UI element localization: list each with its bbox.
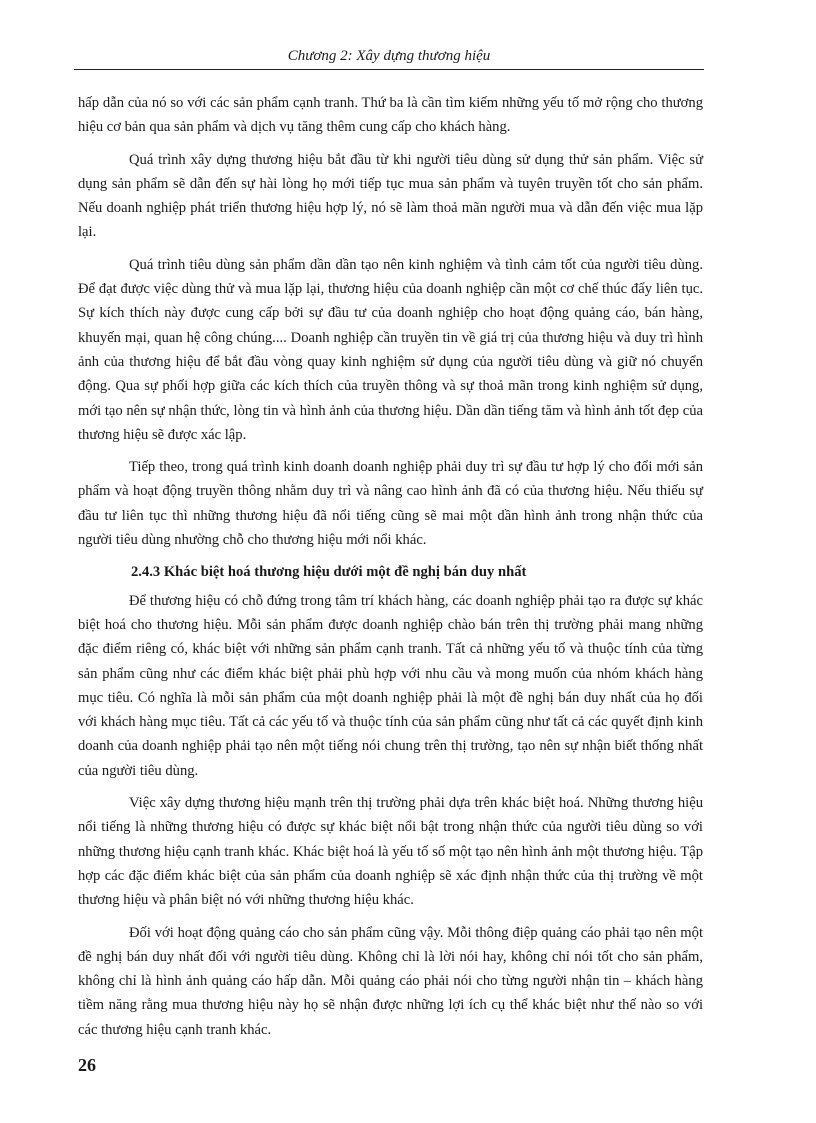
paragraph: Quá trình tiêu dùng sản phẩm dần dần tạo nên kinh nghiệm và tình cảm tốt của người tiêu dùng. Để đạt được việc dùng thử và mua lặp lại, thương hiệu của doanh nghiệp cần một cơ chế thúc đẩy liên tục. Sự kích thích này được cung cấp bởi sự đầu tư của doanh nghiệp cho hoạt động quảng cáo, bán hàng, khuyến mại, quan hệ công chúng.... Doanh nghiệp cần truyền tin về giá trị của thương hiệu và duy trì hình ảnh của thương hiệu để bắt đầu vòng quay kinh nghiệm sử dụng của người tiêu dùng và giữ nó chuyển động. Qua sự phối hợp giữa các kích thích của truyền thông và sự thoả mãn trong kinh nghiệm sử dụng, mới tạo nên sự nhận thức, lòng tin và hình ảnh của thương hiệu. Dần dần tiếng tăm và hình ảnh tốt đẹp của thương hiệu sẽ được xác lập. (78, 256, 703, 443)
section-heading: 2.4.3 Khác biệt hoá thương hiệu dưới một đề nghị bán duy nhất (131, 564, 527, 581)
paragraph: Đối với hoạt động quảng cáo cho sản phẩm cũng vậy. Mỗi thông điệp quảng cáo phải tạo nên một đề nghị bán duy nhất đối với người tiêu dùng. Không chỉ là lời nói hay, không chỉ nói tốt cho sản phẩm, không chỉ là hình ảnh quảng cáo hấp dẫn. Mỗi quảng cáo phải nói cho từng người nhận tin – khách hàng tiềm năng rằng mua thương hiệu này họ sẽ nhận được những lợi ích cụ thể khác biệt như thế nào so với các thương hiệu cạnh tranh khác. (78, 924, 703, 1038)
page-number: 26 (78, 1055, 96, 1075)
header-rule (74, 69, 704, 70)
paragraph: Để thương hiệu có chỗ đứng trong tâm trí khách hàng, các doanh nghiệp phải tạo ra được sự khác biệt hoá cho thương hiệu. Mỗi sản phẩm được doanh nghiệp chào bán trên thị trường phải mang những đặc điểm riêng có, khác biệt với những sản phẩm cạnh tranh. Tất cả những yếu tố và thuộc tính của từng sản phẩm cũng như các điểm khác biệt phải phù hợp với nhu cầu và mong muốn của nhóm khách hàng mục tiêu. Có nghĩa là mỗi sản phẩm của một doanh nghiệp phải là một đề nghị bán duy nhất của họ đối với khách hàng mục tiêu. Tất cả các yếu tố và thuộc tính của sản phẩm cũng như tất cả các quyết định kinh doanh của doanh nghiệp phải tạo nên một tiếng nói chung trên thị trường, tạo nên sự nhận biết thống nhất của người tiêu dùng. (78, 592, 703, 779)
paragraph: Việc xây dựng thương hiệu mạnh trên thị trường phải dựa trên khác biệt hoá. Những thương hiệu nổi tiếng là những thương hiệu có được sự khác biệt nổi bật trong nhận thức của người tiêu dùng so với những thương hiệu cạnh tranh khác. Khác biệt hoá là yếu tố số một tạo nên hình ảnh một thương hiệu. Tập hợp các đặc điểm khác biệt của sản phẩm của doanh nghiệp sẽ xác định nhận thức của thị trường về một thương hiệu và phân biệt nó với những thương hiệu khác. (78, 795, 703, 909)
body-text (78, 91, 703, 1050)
running-header: Chương 2: Xây dựng thương hiệu (287, 48, 491, 64)
paragraph: Quá trình xây dựng thương hiệu bắt đầu từ khi người tiêu dùng sử dụng thử sản phẩm. Việc sử dụng sản phẩm sẽ dẫn đến sự hài lòng họ mới tiếp tục mua sản phẩm và tuyên truyền tốt cho sản phẩm. Nếu doanh nghiệp phát triển thương hiệu hợp lý, nó sẽ làm thoả mãn người mua và dẫn đến việc mua lặp lại. (78, 151, 703, 241)
paragraph: Tiếp theo, trong quá trình kinh doanh doanh nghiệp phải duy trì sự đầu tư hợp lý cho đổi mới sản phẩm và hoạt động truyền thông nhằm duy trì và nâng cao hình ảnh đã có của thương hiệu. Nếu thiếu sự đầu tư liên tục thì những thương hiệu đã nổi tiếng cũng sẽ mai một dần hình ảnh trong nhận thức của người tiêu dùng nhường chỗ cho thương hiệu mới nổi khác. (78, 459, 703, 549)
paragraph-continuation: hấp dẫn của nó so với các sản phẩm cạnh tranh. Thứ ba là cần tìm kiếm những yếu tố mở rộng cho thương hiệu cơ bản qua sản phẩm và dịch vụ tăng thêm cung cấp cho khách hàng. (78, 95, 703, 136)
